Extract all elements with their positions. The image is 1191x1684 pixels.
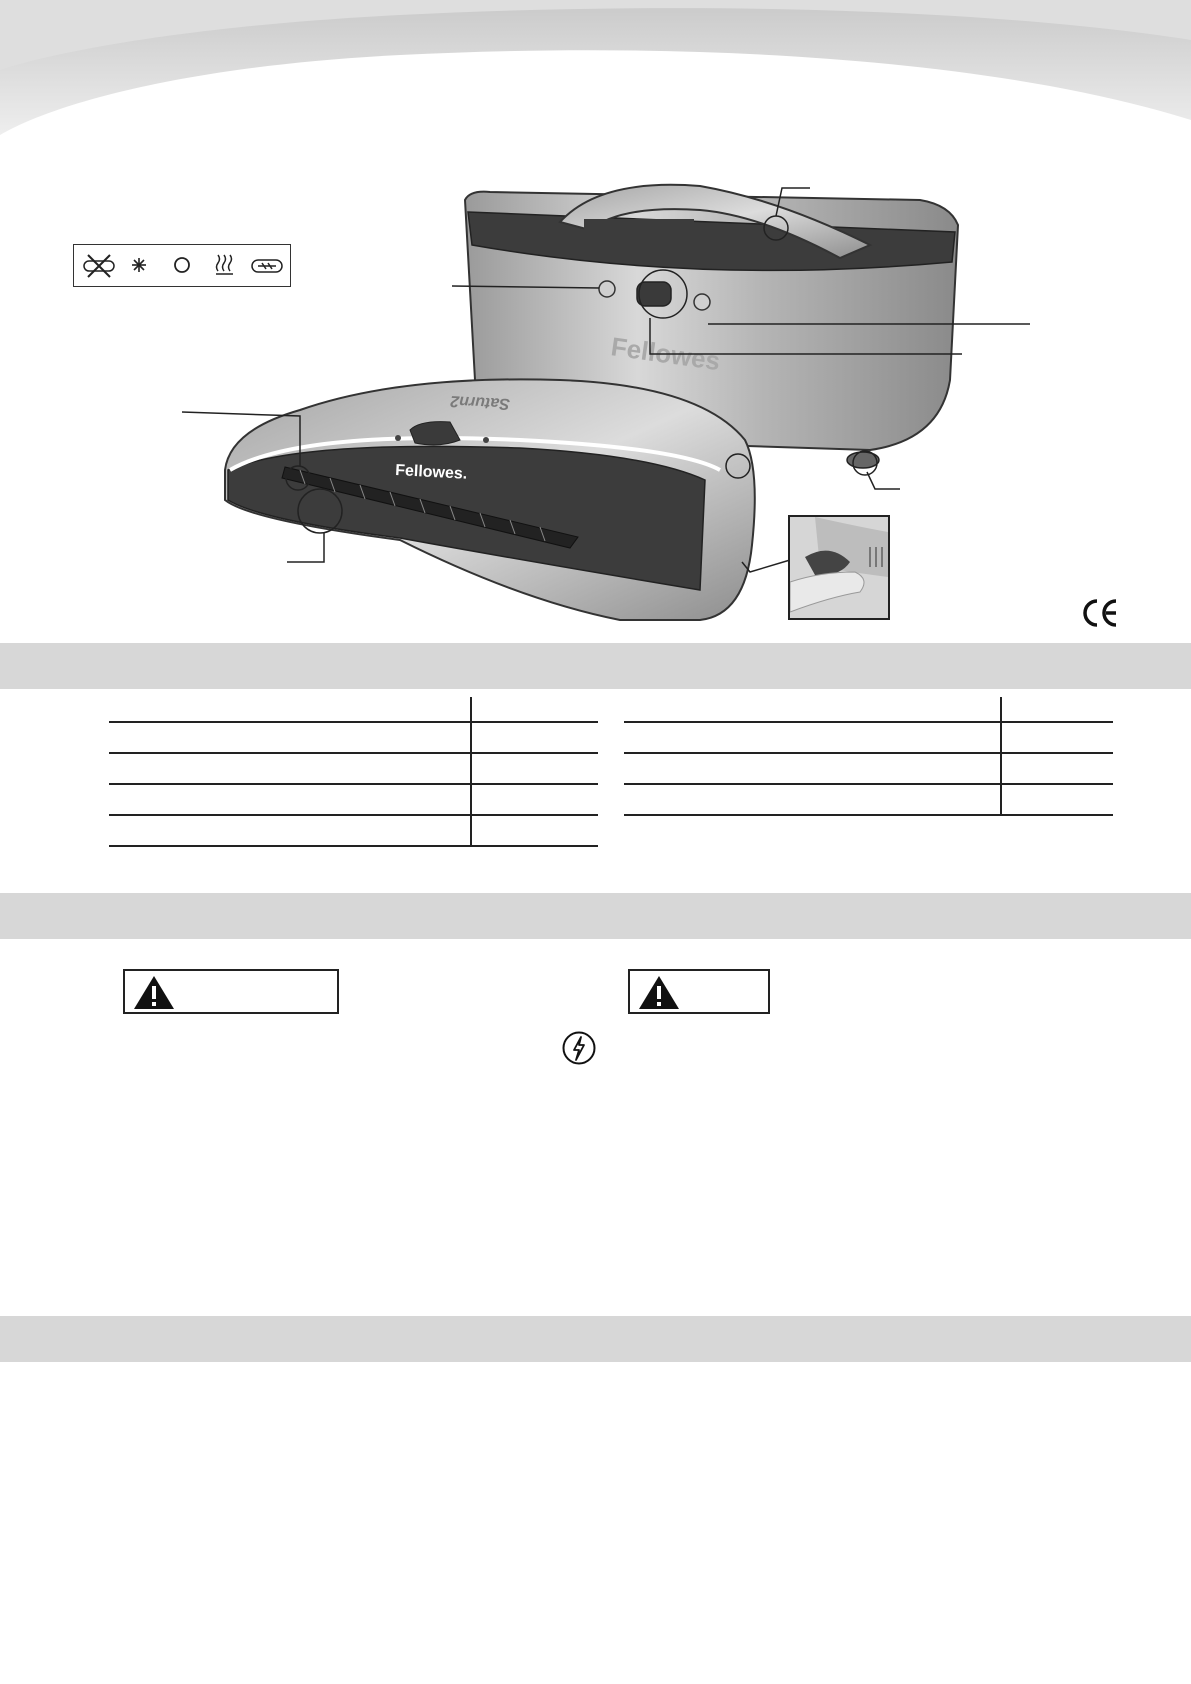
model-text: Saturn2: [449, 391, 511, 413]
section-band-1: [0, 643, 1191, 689]
release-lever-inset: [788, 515, 890, 620]
section-band-3: [0, 1316, 1191, 1362]
rear-brand-text: Fellowes: [609, 331, 723, 377]
ce-mark-icon: [1080, 597, 1120, 629]
warning-box-right: [628, 969, 770, 1014]
warning-triangle-icon: [634, 972, 684, 1013]
section-band-2: [0, 893, 1191, 939]
warning-box-left: [123, 969, 339, 1014]
warning-triangle-icon: [129, 972, 179, 1013]
laminator-front-view: [225, 379, 755, 620]
electric-hazard-icon: [561, 1030, 597, 1066]
laminator-illustration: [0, 0, 1191, 640]
front-brand-text: Fellowes.: [394, 462, 468, 483]
